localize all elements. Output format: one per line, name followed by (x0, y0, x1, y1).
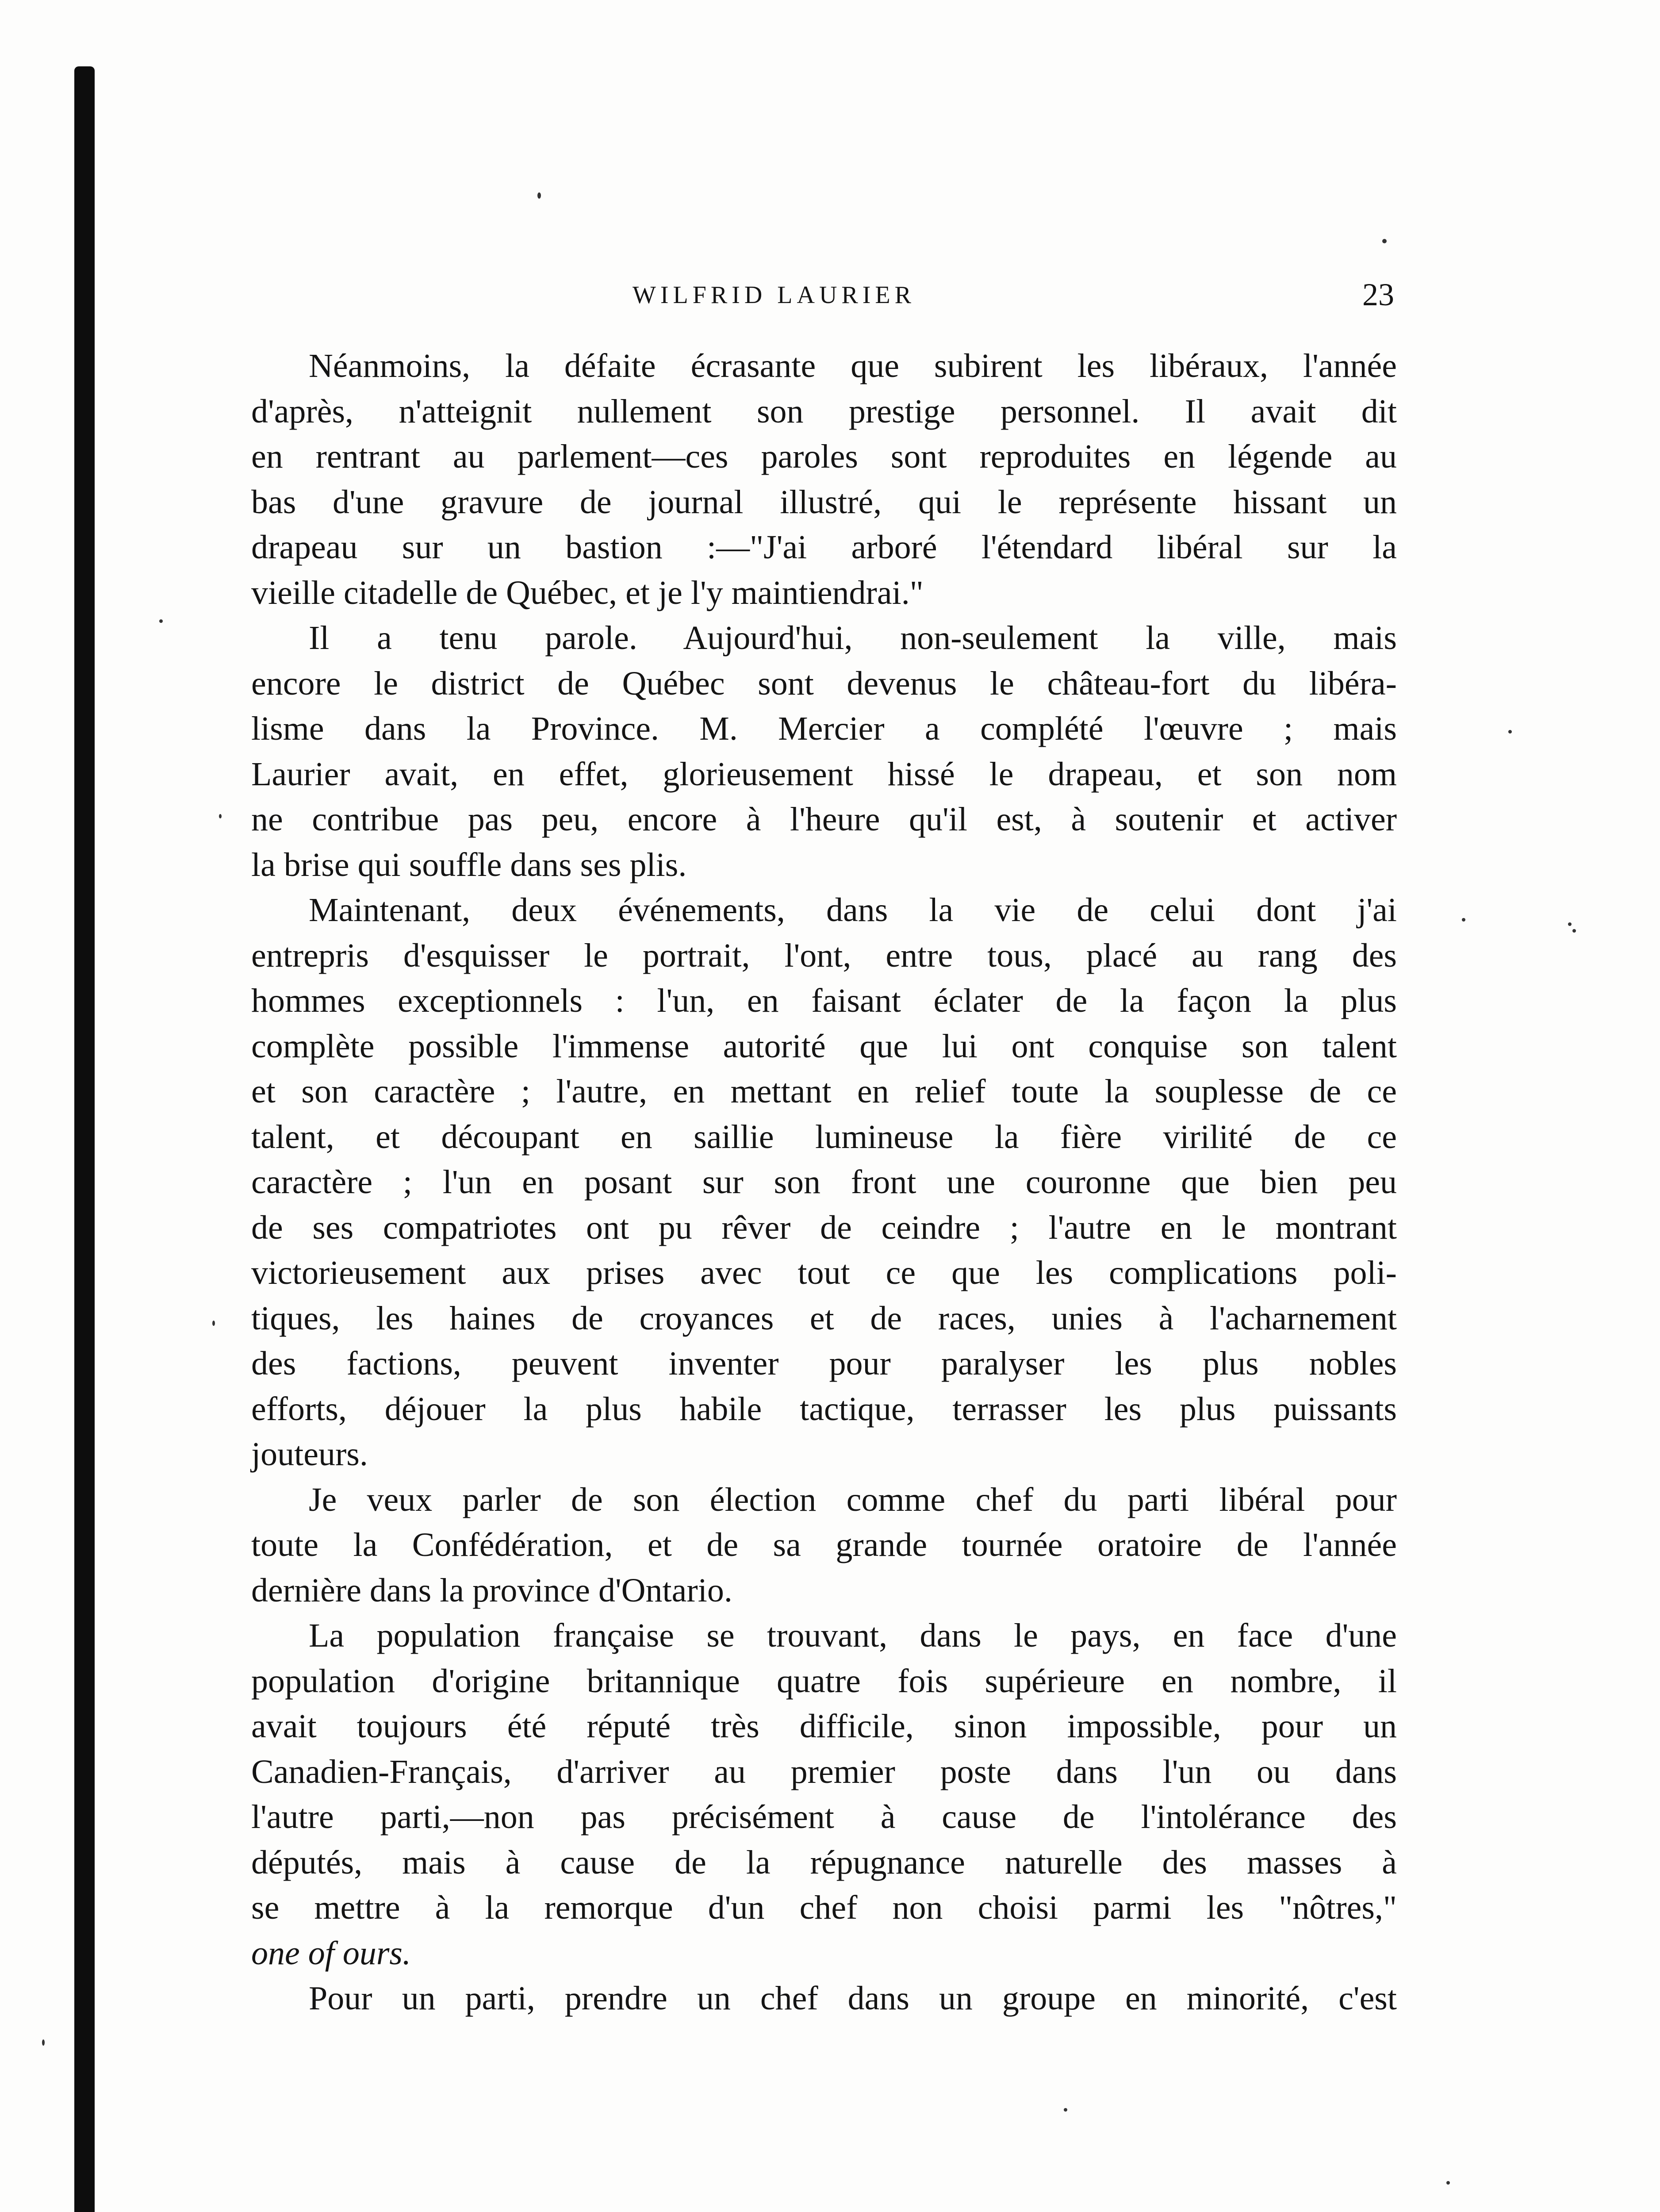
scan-speck (1508, 730, 1512, 733)
scan-speck (42, 2039, 45, 2046)
text-line: Je veux parler de son élection comme chef du parti libéral pour (309, 1481, 1397, 1518)
binding-shadow (74, 66, 95, 2212)
text-line: la brise qui souffle dans ses plis. (251, 846, 687, 883)
text-line: et son caractère ; l'autre, en mettant en relief toute la souplesse de ce (251, 1073, 1397, 1110)
scan-speck (1446, 2181, 1450, 2185)
text-line: toute la Confédération, et de sa grande tournée oratoire de l'année (251, 1526, 1397, 1563)
scan-speck (1568, 922, 1572, 926)
text-line: caractère ; l'un en posant sur son front une couronne que bien peu (251, 1164, 1397, 1201)
text-line: députés, mais à cause de la répugnance naturelle des masses à (251, 1843, 1397, 1881)
text-line: Il a tenu parole. Aujourd'hui, non-seulement la ville, mais (309, 619, 1397, 657)
text-line: hommes exceptionnels : l'un, en faisant éclater de la façon la plus (251, 982, 1397, 1019)
text-line: one of ours. (251, 1934, 411, 1972)
scan-speck (537, 192, 541, 199)
text-line: talent, et découpant en saillie lumineuse la fière virilité de ce (251, 1118, 1397, 1156)
scan-speck (159, 619, 163, 623)
text-line: ne contribue pas peu, encore à l'heure qu'il est, à soutenir et activer (251, 801, 1397, 838)
text-line: jouteurs. (251, 1436, 368, 1473)
text-line: bas d'une gravure de journal illustré, qui le représente hissant un (251, 483, 1397, 521)
scan-speck (212, 1321, 215, 1326)
scan-speck (1462, 918, 1465, 922)
text-line: Pour un parti, prendre un chef dans un groupe en minorité, c'est (309, 1980, 1397, 2017)
text-line: Néanmoins, la défaite écrasante que subirent les libéraux, l'année (309, 347, 1397, 384)
scan-speck (219, 814, 222, 818)
text-line: dernière dans la province d'Ontario. (251, 1571, 732, 1609)
scan-speck (1064, 2108, 1067, 2112)
text-line: efforts, déjouer la plus habile tactique, terrasser les plus puissants (251, 1390, 1397, 1428)
text-line: entrepris d'esquisser le portrait, l'ont, entre tous, placé au rang des (251, 937, 1397, 974)
text-line: Maintenant, deux événements, dans la vie de celui dont j'ai (309, 891, 1397, 929)
page-number: 23 (1362, 277, 1394, 312)
body-text (251, 343, 1397, 2021)
text-line: complète possible l'immense autorité que lui ont conquise son talent (251, 1027, 1397, 1065)
text-line: Canadien-Français, d'arriver au premier poste dans l'un ou dans (251, 1753, 1397, 1790)
scan-speck (1382, 239, 1387, 243)
text-line: Laurier avait, en effet, glorieusement hissé le drapeau, et son nom (251, 755, 1397, 793)
text-line: drapeau sur un bastion :—"J'ai arboré l'étendard libéral sur la (251, 529, 1397, 566)
text-line: vieille citadelle de Québec, et je l'y maintiendrai." (251, 574, 924, 611)
text-line: de ses compatriotes ont pu rêver de ceindre ; l'autre en le montrant (251, 1209, 1397, 1246)
text-line: en rentrant au parlement—ces paroles sont reproduites en légende au (251, 438, 1397, 475)
text-line: population d'origine britannique quatre fois supérieure en nombre, il (251, 1662, 1397, 1700)
text-line: avait toujours été réputé très difficile, sinon impossible, pour un (251, 1708, 1397, 1745)
scan-speck (1572, 929, 1576, 933)
text-line: lisme dans la Province. M. Mercier a complété l'œuvre ; mais (251, 710, 1397, 747)
text-line: l'autre parti,—non pas précisément à cause de l'intolérance des (251, 1798, 1397, 1836)
text-line: se mettre à la remorque d'un chef non choisi parmi les "nôtres," (251, 1889, 1397, 1926)
text-line: d'après, n'atteignit nullement son prestige personnel. Il avait dit (251, 392, 1397, 430)
running-title: WILFRID LAURIER (633, 281, 916, 309)
text-line: La population française se trouvant, dans le pays, en face d'une (309, 1617, 1397, 1654)
text-line: tiques, les haines de croyances et de races, unies à l'acharnement (251, 1299, 1397, 1337)
text-line: victorieusement aux prises avec tout ce que les complications poli- (251, 1254, 1397, 1291)
text-line: encore le district de Québec sont devenus le château-fort du libéra- (251, 664, 1397, 702)
text-line: des factions, peuvent inventer pour paralyser les plus nobles (251, 1345, 1397, 1382)
